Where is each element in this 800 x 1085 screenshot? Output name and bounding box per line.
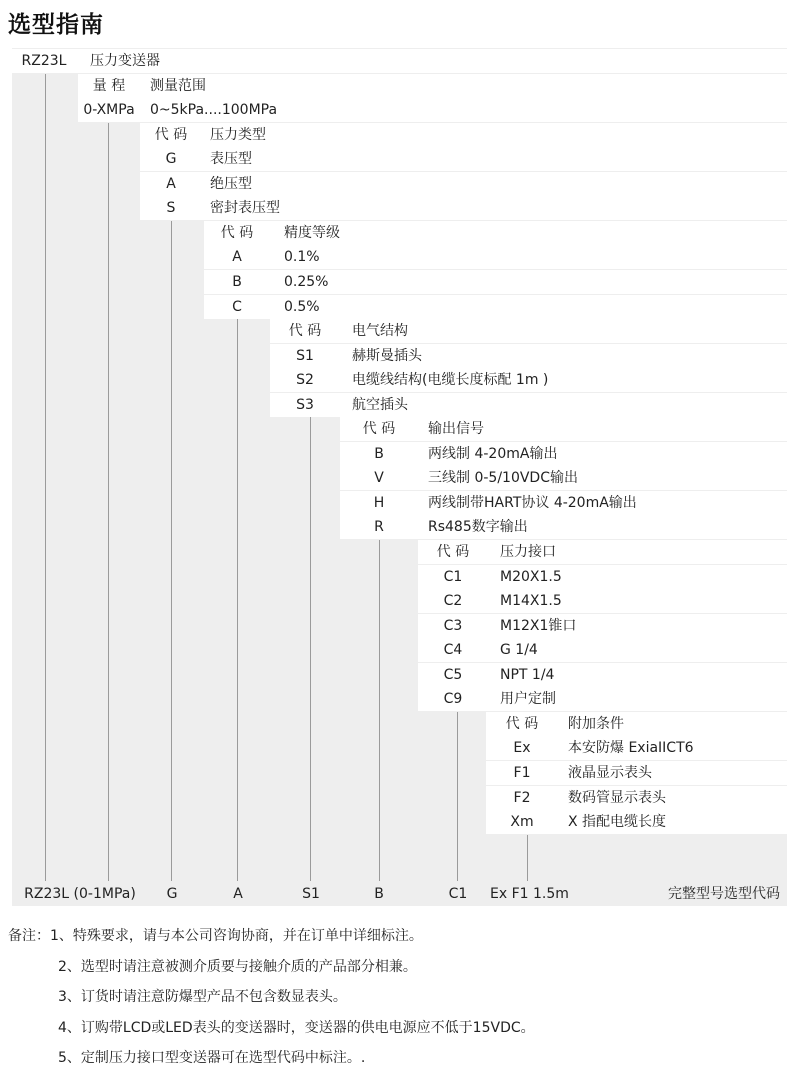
options-header-desc: 附加条件 bbox=[568, 715, 624, 732]
tree-connector-line bbox=[45, 74, 46, 881]
pressure-type-header bbox=[0, 123, 800, 147]
accuracy-header-desc: 精度等级 bbox=[284, 224, 340, 241]
output-row bbox=[0, 491, 800, 515]
accuracy-row bbox=[0, 295, 800, 319]
options-row-code: Xm bbox=[510, 814, 534, 831]
example-electrical: S1 bbox=[302, 886, 320, 902]
output-row-desc: 两线制带HART协议 4-20mA输出 bbox=[428, 494, 637, 511]
pressure-type-row-desc: 表压型 bbox=[210, 151, 252, 168]
output-row-code: B bbox=[374, 445, 384, 462]
output-row bbox=[0, 515, 800, 539]
note-item: 3、订货时请注意防爆型产品不包含数显表头。 bbox=[58, 989, 347, 1005]
pressure-type-row-code: A bbox=[166, 175, 176, 192]
interface-row bbox=[0, 614, 800, 638]
output-row-code: R bbox=[374, 519, 384, 536]
interface-row-code: C2 bbox=[443, 593, 463, 610]
pressure-type-header-desc: 压力类型 bbox=[210, 126, 266, 143]
options-header bbox=[0, 712, 800, 736]
options-row bbox=[0, 786, 800, 810]
accuracy-row-code: C bbox=[232, 298, 242, 315]
range-header bbox=[0, 74, 800, 98]
tree-connector-line bbox=[237, 319, 238, 881]
interface-row-code: C4 bbox=[443, 642, 463, 659]
notes-prefix: 备注： bbox=[8, 928, 50, 944]
interface-row bbox=[0, 565, 800, 589]
interface-row-code: C3 bbox=[443, 617, 463, 634]
pressure-type-row-desc: 密封表压型 bbox=[210, 200, 280, 217]
pressure-type-row bbox=[0, 196, 800, 220]
accuracy-row-code: A bbox=[232, 249, 242, 266]
note-item: 1、特殊要求，请与本公司咨询协商，并在订单中详细标注。 bbox=[50, 928, 423, 944]
interface-row-code: C9 bbox=[443, 691, 463, 708]
output-row-desc: Rs485数字输出 bbox=[428, 519, 528, 536]
note-item: 5、定制压力接口型变送器可在选型代码中标注。. bbox=[58, 1050, 366, 1066]
pressure-type-header-code: 代 码 bbox=[154, 126, 188, 143]
interface-row-desc: M20X1.5 bbox=[500, 568, 562, 585]
tree-connector-line bbox=[457, 712, 458, 881]
example-options: Ex F1 1.5m bbox=[490, 886, 569, 902]
options-header-code: 代 码 bbox=[505, 715, 539, 732]
page-title: 选型指南 bbox=[8, 12, 104, 38]
interface-header-code: 代 码 bbox=[436, 544, 470, 560]
note-item: 4、订购带LCD或LED表头的变送器时，变送器的供电电源应不低于15VDC。 bbox=[58, 1019, 535, 1036]
example-type: G bbox=[166, 886, 178, 902]
example-output: B bbox=[374, 886, 384, 902]
interface-row-desc: G 1/4 bbox=[500, 642, 538, 659]
interface-row-code: C5 bbox=[443, 666, 463, 683]
model-row bbox=[0, 49, 800, 73]
range-header-code: 量 程 bbox=[92, 77, 126, 94]
example-row bbox=[0, 882, 800, 906]
electrical-row-desc: 航空插头 bbox=[352, 396, 408, 413]
range-row-code: 0-XMPa bbox=[83, 102, 135, 119]
accuracy-header-code: 代 码 bbox=[220, 224, 254, 241]
range-row-desc: 0~5kPa....100MPa bbox=[150, 102, 278, 119]
electrical-row-desc: 赫斯曼插头 bbox=[352, 347, 422, 364]
range-row bbox=[0, 98, 800, 122]
electrical-row bbox=[0, 393, 800, 417]
interface-row-desc: NPT 1/4 bbox=[500, 666, 555, 683]
pressure-type-row bbox=[0, 147, 800, 171]
accuracy-row bbox=[0, 270, 800, 294]
options-row bbox=[0, 761, 800, 785]
tree-connector-line bbox=[527, 835, 528, 881]
note-item: 2、选型时请注意被测介质要与接触介质的产品部分相兼。 bbox=[58, 958, 417, 975]
options-row-code: Ex bbox=[513, 740, 531, 757]
options-row-code: F1 bbox=[513, 764, 531, 781]
electrical-row-code: S1 bbox=[296, 347, 314, 364]
electrical-row-code: S2 bbox=[296, 372, 314, 389]
tree-connector-line bbox=[310, 417, 311, 881]
model-row-code: RZ23L bbox=[21, 53, 67, 69]
model-row-desc: 压力变送器 bbox=[90, 53, 160, 69]
tree-connector-line bbox=[108, 123, 109, 881]
electrical-header-desc: 电气结构 bbox=[352, 323, 408, 340]
interface-header bbox=[0, 540, 800, 564]
accuracy-row-desc: 0.1% bbox=[284, 249, 320, 266]
output-header-desc: 输出信号 bbox=[428, 421, 484, 438]
accuracy-row-code: B bbox=[232, 273, 242, 290]
options-row-desc: 液晶显示表头 bbox=[568, 764, 652, 781]
tree-connector-line bbox=[171, 221, 172, 881]
options-row-desc: 本安防爆 ExiaIICT6 bbox=[568, 740, 694, 757]
accuracy-row-desc: 0.25% bbox=[284, 273, 329, 290]
options-row bbox=[0, 736, 800, 760]
options-row-code: F2 bbox=[513, 789, 531, 806]
electrical-header bbox=[0, 319, 800, 343]
pressure-type-row bbox=[0, 172, 800, 196]
tree-connector-line bbox=[379, 540, 380, 881]
example-label: 完整型号选型代码 bbox=[668, 886, 780, 902]
output-row bbox=[0, 442, 800, 466]
range-header-desc: 测量范围 bbox=[150, 77, 206, 94]
interface-row bbox=[0, 589, 800, 613]
example-interface: C1 bbox=[448, 886, 468, 902]
example-model: RZ23L (0-1MPa) bbox=[24, 886, 136, 902]
output-row bbox=[0, 466, 800, 490]
electrical-row-desc: 电缆线结构(电缆长度标配 1m ) bbox=[352, 372, 549, 389]
accuracy-row-desc: 0.5% bbox=[284, 298, 320, 315]
electrical-row bbox=[0, 344, 800, 368]
accuracy-header bbox=[0, 221, 800, 245]
electrical-header-code: 代 码 bbox=[288, 323, 322, 340]
pressure-type-row-desc: 绝压型 bbox=[210, 175, 252, 192]
interface-row-desc: 用户定制 bbox=[500, 691, 556, 708]
pressure-type-row-code: G bbox=[165, 151, 177, 168]
output-header-code: 代 码 bbox=[362, 421, 396, 438]
options-row bbox=[0, 810, 800, 834]
output-row-desc: 三线制 0-5/10VDC输出 bbox=[428, 470, 578, 487]
output-header bbox=[0, 417, 800, 441]
example-accuracy: A bbox=[233, 886, 243, 902]
output-row-code: H bbox=[373, 494, 385, 511]
interface-row-desc: M12X1锥口 bbox=[500, 617, 577, 634]
electrical-row-code: S3 bbox=[296, 396, 314, 413]
interface-row bbox=[0, 687, 800, 711]
accuracy-row bbox=[0, 245, 800, 269]
interface-row bbox=[0, 663, 800, 687]
interface-row-desc: M14X1.5 bbox=[500, 593, 562, 610]
options-row-desc: X 指配电缆长度 bbox=[568, 814, 667, 831]
interface-header-desc: 压力接口 bbox=[500, 544, 556, 560]
output-row-desc: 两线制 4-20mA输出 bbox=[428, 445, 558, 462]
electrical-row bbox=[0, 368, 800, 392]
interface-row-code: C1 bbox=[443, 568, 463, 585]
interface-row bbox=[0, 638, 800, 662]
options-row-desc: 数码管显示表头 bbox=[568, 789, 666, 806]
pressure-type-row-code: S bbox=[166, 200, 176, 217]
output-row-code: V bbox=[374, 470, 384, 487]
